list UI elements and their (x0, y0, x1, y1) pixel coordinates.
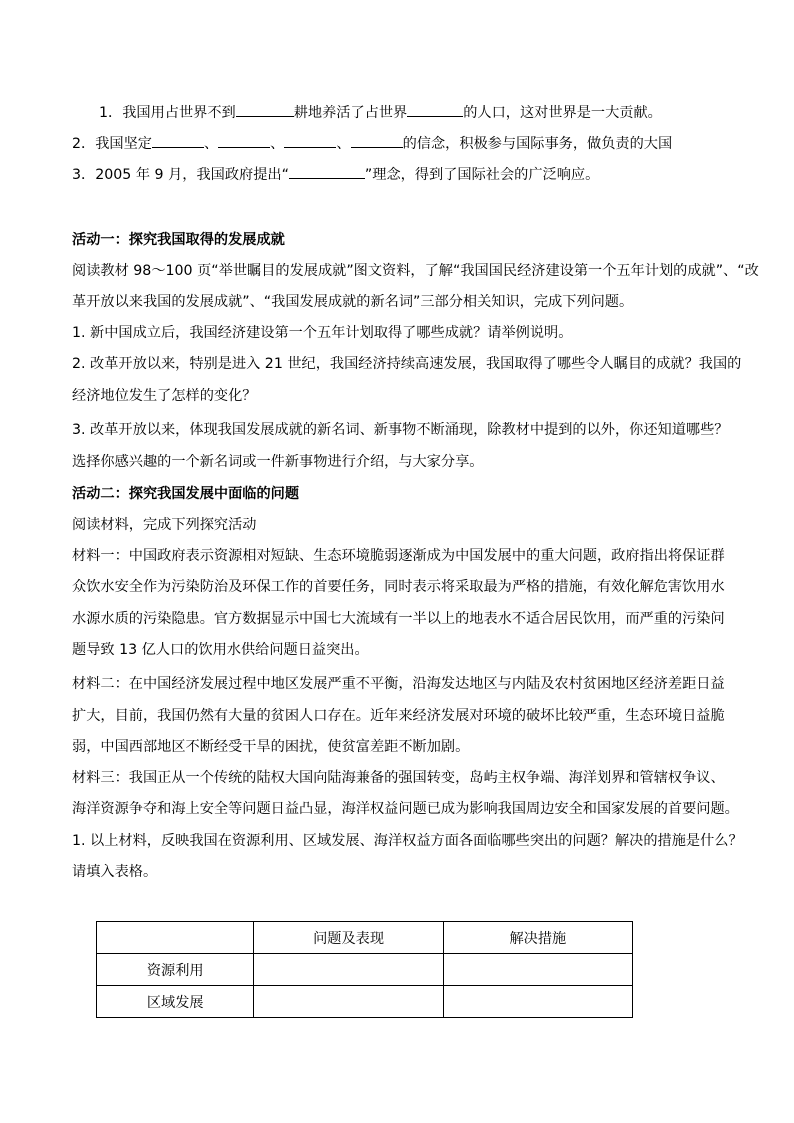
answer-blank[interactable] (289, 164, 365, 179)
material-1: 水源水质的污染隐患。官方数据显示中国七大流域有一半以上的地表水不适合居民饮用，而严重的污染问 (72, 611, 725, 627)
material-2: 弱，中国西部地区不断经受干旱的困扰，使贫富差距不断加剧。 (72, 739, 470, 755)
answer-table (96, 921, 633, 1018)
activity-1-question-3: 选择你感兴趣的一个新名词或一件新事物进行介绍，与大家分享。 (72, 454, 484, 470)
activity-1-intro: 阅读教材 98～100 页“举世瞩目的发展成就”图文资料，了解“我国国民经济建设第一个五年计划的成就”、“改 (72, 263, 759, 279)
fill-in-question-1 (99, 102, 662, 123)
activity-1-question-3: 3. 改革开放以来，体现我国发展成就的新名词、新事物不断涌现，除教材中提到的以外，你还知道哪些？ (72, 422, 729, 438)
activity-1-question-2: 2. 改革开放以来，特别是进入 21 世纪，我国经济持续高速发展，我国取得了哪些令人瞩目的成就？我国的 (72, 356, 742, 372)
fill-in-question-2 (72, 133, 672, 154)
answer-blank[interactable] (152, 133, 204, 148)
activity-2-question-1: 1. 以上材料，反映我国在资源利用、区域发展、海洋权益方面各面临哪些突出的问题？解决的措施是什么？ (72, 833, 743, 849)
activity-2-intro: 阅读材料，完成下列探究活动 (72, 517, 257, 533)
activity-1-title: 活动一：探究我国取得的发展成就 (72, 232, 285, 248)
activity-1-question-1: 1. 新中国成立后，我国经济建设第一个五年计划取得了哪些成就？请举例说明。 (72, 325, 573, 341)
fill-in-text: 1．我国用占世界不到 (99, 105, 236, 121)
material-2: 扩大，目前，我国仍然有大量的贫困人口存在。近年来经济发展对环境的破坏比较严重，生态环境日益脆 (72, 708, 725, 724)
table-answer-cell[interactable] (254, 986, 443, 1018)
table-answer-cell[interactable] (443, 954, 632, 986)
answer-blank[interactable] (284, 133, 336, 148)
table-row (97, 954, 633, 986)
material-2: 材料二：在中国经济发展过程中地区发展严重不平衡，沿海发达地区与内陆及农村贫困地区经济差距日益 (72, 676, 725, 692)
table-row-label: 资源利用 (97, 954, 254, 986)
fill-in-question-3 (72, 164, 599, 185)
fill-in-text: ”理念，得到了国际社会的广泛响应。 (364, 167, 600, 183)
activity-2-title: 活动二：探究我国发展中面临的问题 (72, 486, 300, 502)
material-3: 材料三：我国正从一个传统的陆权大国向陆海兼备的强国转变，岛屿主权争端、海洋划界和管辖权争议、 (72, 770, 725, 786)
material-1: 材料一：中国政府表示资源相对短缺、生态环境脆弱逐渐成为中国发展中的重大问题，政府指出将保证群 (72, 548, 725, 564)
activity-1-intro: 革开放以来我国的发展成就”、“我国发展成就的新名词”三部分相关知识，完成下列问题。 (72, 294, 634, 310)
table-answer-cell[interactable] (254, 954, 443, 986)
activity-1-question-2: 经济地位发生了怎样的变化？ (72, 388, 257, 404)
material-3: 海洋资源争夺和海上安全等问题日益凸显，海洋权益问题已成为影响我国周边安全和国家发展的首要问题。 (72, 801, 739, 817)
activity-2-question-1: 请填入表格。 (72, 864, 158, 880)
fill-in-text: 耕地养活了占世界 (293, 105, 408, 121)
table-answer-cell[interactable] (443, 986, 632, 1018)
table-header-cell: 问题及表现 (254, 922, 443, 954)
fill-in-text: 、 (270, 136, 285, 152)
table-row-label: 区域发展 (97, 986, 254, 1018)
table-header-cell (97, 922, 254, 954)
answer-blank[interactable] (236, 102, 294, 117)
fill-in-text: 、 (336, 136, 351, 152)
table-header-cell: 解决措施 (443, 922, 632, 954)
answer-blank[interactable] (407, 102, 463, 117)
fill-in-text: 的人口，这对世界是一大贡献。 (463, 105, 662, 121)
answer-blank[interactable] (218, 133, 270, 148)
table-header-row (97, 922, 633, 954)
fill-in-text: 的信念，积极参与国际事务，做负责的大国 (402, 136, 673, 152)
answer-blank[interactable] (351, 133, 403, 148)
fill-in-text: 、 (203, 136, 219, 152)
table-row (97, 986, 633, 1018)
material-1: 众饮水安全作为污染防治及环保工作的首要任务，同时表示将采取最为严格的措施，有效化解危害饮用水 (72, 579, 725, 595)
fill-in-text: 3．2005 年 9 月，我国政府提出“ (72, 167, 289, 183)
material-1: 题导致 13 亿人口的饮用水供给问题日益突出。 (72, 642, 369, 658)
fill-in-text: 2．我国坚定 (72, 136, 152, 152)
